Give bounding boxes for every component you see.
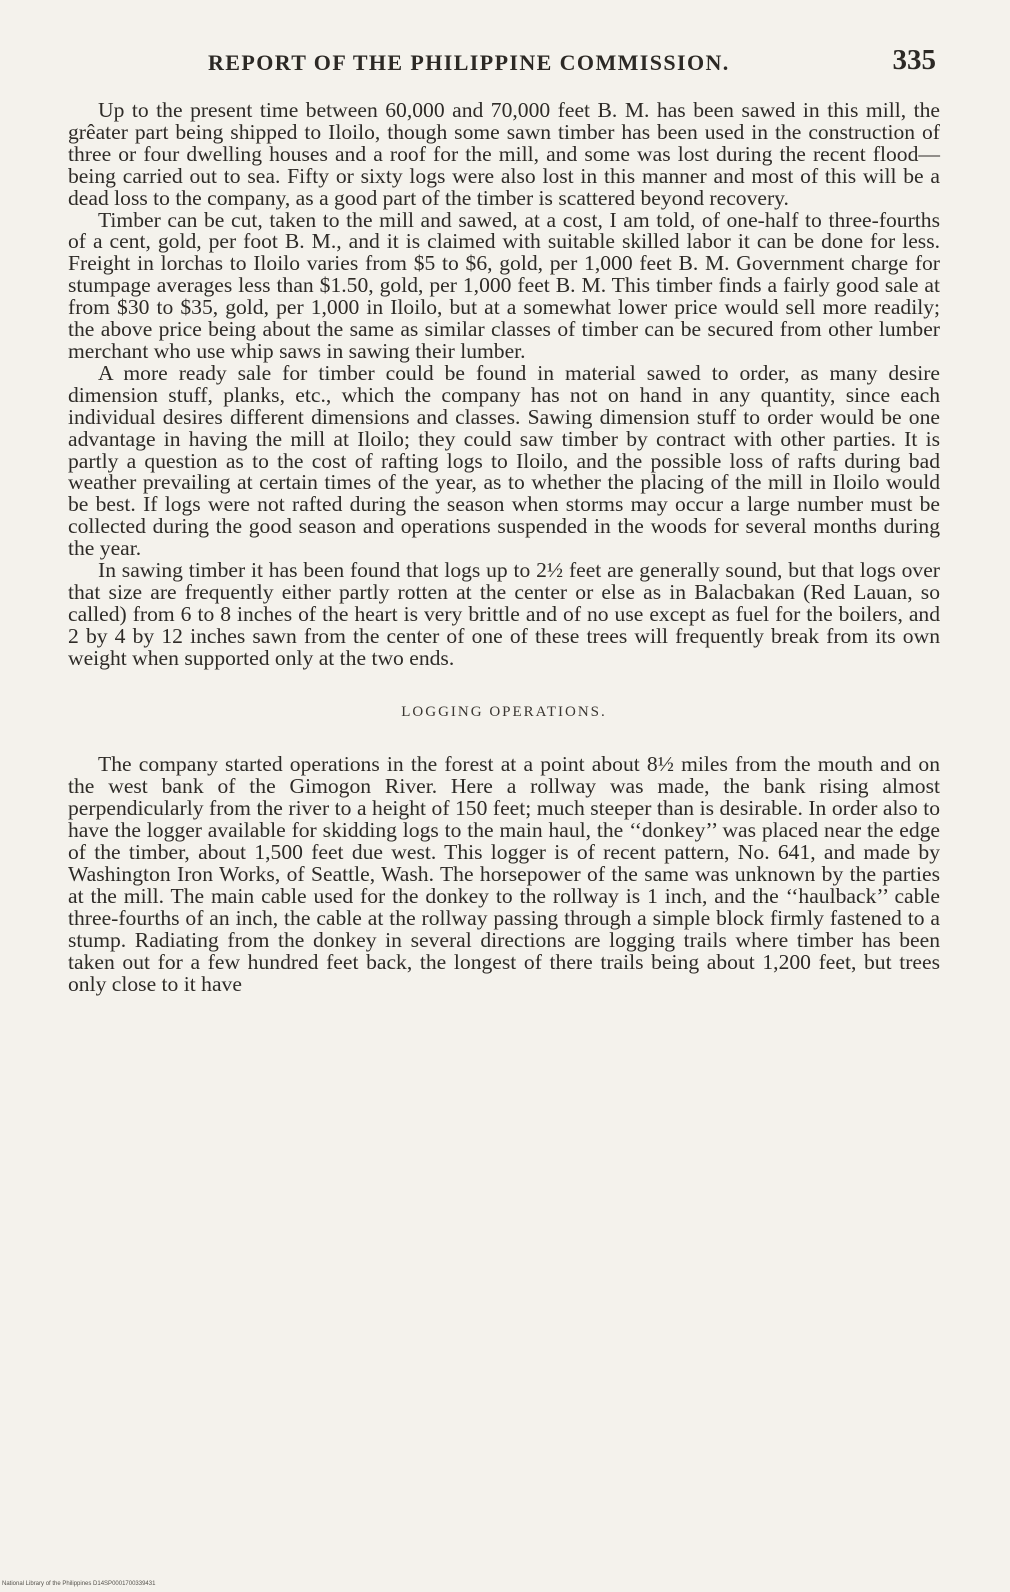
section-heading: LOGGING OPERATIONS.: [401, 703, 607, 720]
paragraph: In sawing timber it has been found that logs up to 2½ feet are generally sound, but that logs over that size are frequently either partly rotten at the center or else as in Balacbakan (Red Lauan, so called) from 6 to 8 inches of the heart is very brittle and of no use except as fuel for the boilers, and 2 by 4 by 12 inches sawn from the center of one of these trees will frequently break from its own weight when supported only at the two ends.: [68, 558, 940, 670]
running-title: REPORT OF THE PHILIPPINE COMMISSION.: [208, 50, 730, 75]
body-text: [68, 100, 940, 995]
paragraph: Timber can be cut, taken to the mill and sawed, at a cost, I am told, of one-half to three-fourths of a cent, gold, per foot B. M., and it is claimed with suitable skilled labor it can be done for less. Freight in lorchas to Iloilo varies from $5 to $6, gold, per 1,000 feet B. M. Government charge for stumpage averages less than $1.50, gold, per 1,000 feet B. M. This timber finds a fairly good sale at from $30 to $35, gold, per 1,000 in Iloilo, but at a somewhat lower price would sell more readily; the above price being about the same as similar classes of timber can be secured from other lumber merchant who use whip saws in sawing their lumber.: [68, 207, 940, 363]
page-number: 335: [892, 44, 936, 76]
footer-credit: National Library of the Philippines D14SP0001700339431: [2, 1581, 156, 1587]
paragraph: The company started operations in the forest at a point about 8½ miles from the mouth and on the west bank of the Gimogon River. Here a rollway was made, the bank rising almost perpendicularly from the river to a height of 150 feet; much steeper than is desirable. In order also to have the logger available for skidding logs to the main haul, the ‘‘donkey’’ was placed near the edge of the timber, about 1,500 feet due west. This logger is of recent pattern, No. 641, and made by Washington Iron Works, of Seattle, Wash. The horsepower of the same was unknown by the parties at the mill. The main cable used for the donkey to the rollway is 1 inch, and the ‘‘haulback’’ cable three-fourths of an inch, the cable at the rollway passing through a simple block firmly fastened to a stump. Radiating from the donkey in several directions are logging trails where timber has been taken out for a few hundred feet back, the longest of there trails being about 1,200 feet, but trees only close to it have: [68, 752, 940, 996]
page-header: [68, 44, 940, 84]
paragraph: Up to the present time between 60,000 and 70,000 feet B. M. has been sawed in this mill, the grêater part being shipped to Iloilo, though some sawn timber has been used in the construction of three or four dwelling houses and a roof for the mill, and some was lost during the recent flood—being carried out to sea. Fifty or sixty logs were also lost in this manner and most of this will be a dead loss to the company, as a good part of the timber is scattered beyond recovery.: [68, 98, 940, 210]
paragraph: A more ready sale for timber could be found in material sawed to order, as many desire dimension stuff, planks, etc., which the company has not on hand in any quantity, since each individual desires different dimensions and classes. Sawing dimension stuff to order would be one advantage in having the mill at Iloilo; they could saw timber by contract with other parties. It is partly a question as to the cost of rafting logs to Iloilo, and the possible loss of rafts during bad weather prevailing at certain times of the year, as to whether the placing of the mill in Iloilo would be best. If logs were not rafted during the season when storms may occur a large number must be collected during the good season and operations suspended in the woods for several months during the year.: [68, 360, 940, 561]
